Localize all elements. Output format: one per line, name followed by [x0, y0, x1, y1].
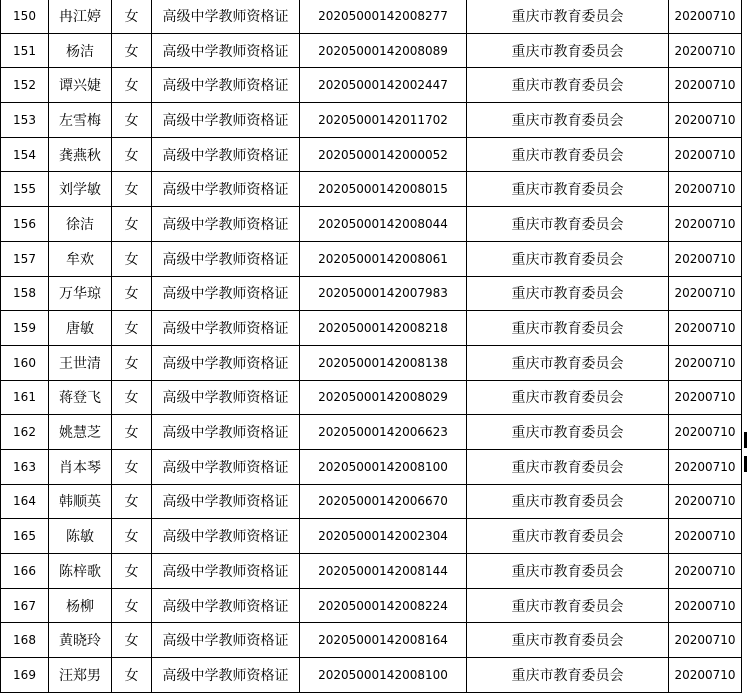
- gender-cell: 女: [112, 345, 152, 380]
- table-row: [1, 554, 742, 589]
- issue-date-cell: 20200710: [669, 276, 742, 311]
- issuing-authority-cell: 重庆市教育委员会: [467, 68, 669, 103]
- certificate-type-cell: 高级中学教师资格证: [152, 415, 300, 450]
- certificate-type-cell: 高级中学教师资格证: [152, 68, 300, 103]
- certificate-type-cell: 高级中学教师资格证: [152, 103, 300, 138]
- gender-cell: 女: [112, 415, 152, 450]
- certificate-number-cell: 20205000142002447: [300, 68, 467, 103]
- row-number-cell: 154: [1, 137, 49, 172]
- table-row: [1, 345, 742, 380]
- issuing-authority-cell: 重庆市教育委员会: [467, 0, 669, 33]
- issuing-authority-cell: 重庆市教育委员会: [467, 380, 669, 415]
- name-cell: 杨柳: [49, 588, 112, 623]
- row-number-cell: 163: [1, 449, 49, 484]
- issuing-authority-cell: 重庆市教育委员会: [467, 241, 669, 276]
- gender-cell: 女: [112, 554, 152, 589]
- certificate-number-cell: 20205000142008061: [300, 241, 467, 276]
- issue-date-cell: 20200710: [669, 172, 742, 207]
- issue-date-cell: 20200710: [669, 0, 742, 33]
- row-number-cell: 161: [1, 380, 49, 415]
- name-cell: 杨洁: [49, 33, 112, 68]
- name-cell: 刘学敏: [49, 172, 112, 207]
- gender-cell: 女: [112, 588, 152, 623]
- table-row: [1, 484, 742, 519]
- issue-date-cell: 20200710: [669, 484, 742, 519]
- certificate-type-cell: 高级中学教师资格证: [152, 380, 300, 415]
- table-row: [1, 415, 742, 450]
- gender-cell: 女: [112, 103, 152, 138]
- name-cell: 汪郑男: [49, 658, 112, 693]
- certificate-number-cell: 20205000142011702: [300, 103, 467, 138]
- row-number-cell: 159: [1, 311, 49, 346]
- gender-cell: 女: [112, 311, 152, 346]
- gender-cell: 女: [112, 519, 152, 554]
- name-cell: 唐敏: [49, 311, 112, 346]
- gender-cell: 女: [112, 137, 152, 172]
- issue-date-cell: 20200710: [669, 449, 742, 484]
- table-row: [1, 172, 742, 207]
- row-number-cell: 160: [1, 345, 49, 380]
- issuing-authority-cell: 重庆市教育委员会: [467, 449, 669, 484]
- issuing-authority-cell: 重庆市教育委员会: [467, 172, 669, 207]
- table-row: [1, 658, 742, 693]
- table-row: [1, 623, 742, 658]
- certificate-number-cell: 20205000142008100: [300, 449, 467, 484]
- issue-date-cell: 20200710: [669, 311, 742, 346]
- gender-cell: 女: [112, 658, 152, 693]
- certificate-number-cell: 20205000142008015: [300, 172, 467, 207]
- gender-cell: 女: [112, 241, 152, 276]
- name-cell: 龚燕秋: [49, 137, 112, 172]
- issuing-authority-cell: 重庆市教育委员会: [467, 519, 669, 554]
- table-row: [1, 449, 742, 484]
- name-cell: 左雪梅: [49, 103, 112, 138]
- gender-cell: 女: [112, 449, 152, 484]
- issuing-authority-cell: 重庆市教育委员会: [467, 207, 669, 242]
- table-row: [1, 241, 742, 276]
- certificate-number-cell: 20205000142008089: [300, 33, 467, 68]
- certificate-type-cell: 高级中学教师资格证: [152, 345, 300, 380]
- issue-date-cell: 20200710: [669, 554, 742, 589]
- name-cell: 徐洁: [49, 207, 112, 242]
- certificate-type-cell: 高级中学教师资格证: [152, 207, 300, 242]
- certificate-type-cell: 高级中学教师资格证: [152, 658, 300, 693]
- name-cell: 冉江婷: [49, 0, 112, 33]
- name-cell: 谭兴婕: [49, 68, 112, 103]
- issuing-authority-cell: 重庆市教育委员会: [467, 554, 669, 589]
- name-cell: 陈梓歌: [49, 554, 112, 589]
- row-number-cell: 167: [1, 588, 49, 623]
- row-number-cell: 165: [1, 519, 49, 554]
- issue-date-cell: 20200710: [669, 137, 742, 172]
- row-number-cell: 169: [1, 658, 49, 693]
- issuing-authority-cell: 重庆市教育委员会: [467, 137, 669, 172]
- row-number-cell: 158: [1, 276, 49, 311]
- certificate-number-cell: 20205000142008100: [300, 658, 467, 693]
- issuing-authority-cell: 重庆市教育委员会: [467, 415, 669, 450]
- gender-cell: 女: [112, 623, 152, 658]
- issue-date-cell: 20200710: [669, 345, 742, 380]
- certificate-number-cell: 20205000142008164: [300, 623, 467, 658]
- certificate-number-cell: 20205000142008277: [300, 0, 467, 33]
- issue-date-cell: 20200710: [669, 380, 742, 415]
- name-cell: 韩顺英: [49, 484, 112, 519]
- row-number-cell: 153: [1, 103, 49, 138]
- row-number-cell: 152: [1, 68, 49, 103]
- row-number-cell: 157: [1, 241, 49, 276]
- certificate-type-cell: 高级中学教师资格证: [152, 276, 300, 311]
- gender-cell: 女: [112, 172, 152, 207]
- certificate-type-cell: 高级中学教师资格证: [152, 554, 300, 589]
- certificate-type-cell: 高级中学教师资格证: [152, 311, 300, 346]
- name-cell: 蒋登飞: [49, 380, 112, 415]
- issue-date-cell: 20200710: [669, 588, 742, 623]
- table-row: [1, 103, 742, 138]
- row-number-cell: 156: [1, 207, 49, 242]
- issuing-authority-cell: 重庆市教育委员会: [467, 276, 669, 311]
- name-cell: 万华琼: [49, 276, 112, 311]
- issuing-authority-cell: 重庆市教育委员会: [467, 103, 669, 138]
- row-number-cell: 150: [1, 0, 49, 33]
- issue-date-cell: 20200710: [669, 519, 742, 554]
- row-number-cell: 164: [1, 484, 49, 519]
- name-cell: 陈敏: [49, 519, 112, 554]
- gender-cell: 女: [112, 276, 152, 311]
- issue-date-cell: 20200710: [669, 623, 742, 658]
- certificate-number-cell: 20205000142007983: [300, 276, 467, 311]
- certificate-type-cell: 高级中学教师资格证: [152, 449, 300, 484]
- row-number-cell: 168: [1, 623, 49, 658]
- issue-date-cell: 20200710: [669, 207, 742, 242]
- certificate-number-cell: 20205000142008144: [300, 554, 467, 589]
- gender-cell: 女: [112, 68, 152, 103]
- gender-cell: 女: [112, 380, 152, 415]
- issuing-authority-cell: 重庆市教育委员会: [467, 658, 669, 693]
- name-cell: 肖本琴: [49, 449, 112, 484]
- issue-date-cell: 20200710: [669, 68, 742, 103]
- certificate-type-cell: 高级中学教师资格证: [152, 241, 300, 276]
- table-row: [1, 380, 742, 415]
- gender-cell: 女: [112, 0, 152, 33]
- issuing-authority-cell: 重庆市教育委员会: [467, 345, 669, 380]
- certificate-type-cell: 高级中学教师资格证: [152, 137, 300, 172]
- name-cell: 姚慧芝: [49, 415, 112, 450]
- table-row: [1, 588, 742, 623]
- certificate-type-cell: 高级中学教师资格证: [152, 623, 300, 658]
- certificate-type-cell: 高级中学教师资格证: [152, 33, 300, 68]
- issuing-authority-cell: 重庆市教育委员会: [467, 588, 669, 623]
- name-cell: 牟欢: [49, 241, 112, 276]
- table-row: [1, 0, 742, 33]
- certificate-number-cell: 20205000142008029: [300, 380, 467, 415]
- table-row: [1, 33, 742, 68]
- certificate-type-cell: 高级中学教师资格证: [152, 519, 300, 554]
- issuing-authority-cell: 重庆市教育委员会: [467, 623, 669, 658]
- row-number-cell: 151: [1, 33, 49, 68]
- issue-date-cell: 20200710: [669, 103, 742, 138]
- issuing-authority-cell: 重庆市教育委员会: [467, 484, 669, 519]
- row-number-cell: 155: [1, 172, 49, 207]
- table-body: [1, 0, 742, 692]
- certificate-number-cell: 20205000142008044: [300, 207, 467, 242]
- table-row: [1, 276, 742, 311]
- name-cell: 王世清: [49, 345, 112, 380]
- certificate-number-cell: 20205000142006670: [300, 484, 467, 519]
- row-number-cell: 162: [1, 415, 49, 450]
- issuing-authority-cell: 重庆市教育委员会: [467, 311, 669, 346]
- certificate-number-cell: 20205000142000052: [300, 137, 467, 172]
- certificate-type-cell: 高级中学教师资格证: [152, 0, 300, 33]
- table-row: [1, 68, 742, 103]
- certificate-number-cell: 20205000142002304: [300, 519, 467, 554]
- certificate-number-cell: 20205000142008224: [300, 588, 467, 623]
- row-number-cell: 166: [1, 554, 49, 589]
- gender-cell: 女: [112, 207, 152, 242]
- issue-date-cell: 20200710: [669, 415, 742, 450]
- certificate-number-cell: 20205000142008218: [300, 311, 467, 346]
- issue-date-cell: 20200710: [669, 33, 742, 68]
- table-row: [1, 311, 742, 346]
- issuing-authority-cell: 重庆市教育委员会: [467, 33, 669, 68]
- table-row: [1, 207, 742, 242]
- certificate-type-cell: 高级中学教师资格证: [152, 172, 300, 207]
- certificate-number-cell: 20205000142006623: [300, 415, 467, 450]
- table-row: [1, 137, 742, 172]
- issue-date-cell: 20200710: [669, 658, 742, 693]
- certificate-type-cell: 高级中学教师资格证: [152, 484, 300, 519]
- certificate-type-cell: 高级中学教师资格证: [152, 588, 300, 623]
- name-cell: 黄晓玲: [49, 623, 112, 658]
- gender-cell: 女: [112, 484, 152, 519]
- table-row: [1, 519, 742, 554]
- issue-date-cell: 20200710: [669, 241, 742, 276]
- certificate-number-cell: 20205000142008138: [300, 345, 467, 380]
- gender-cell: 女: [112, 33, 152, 68]
